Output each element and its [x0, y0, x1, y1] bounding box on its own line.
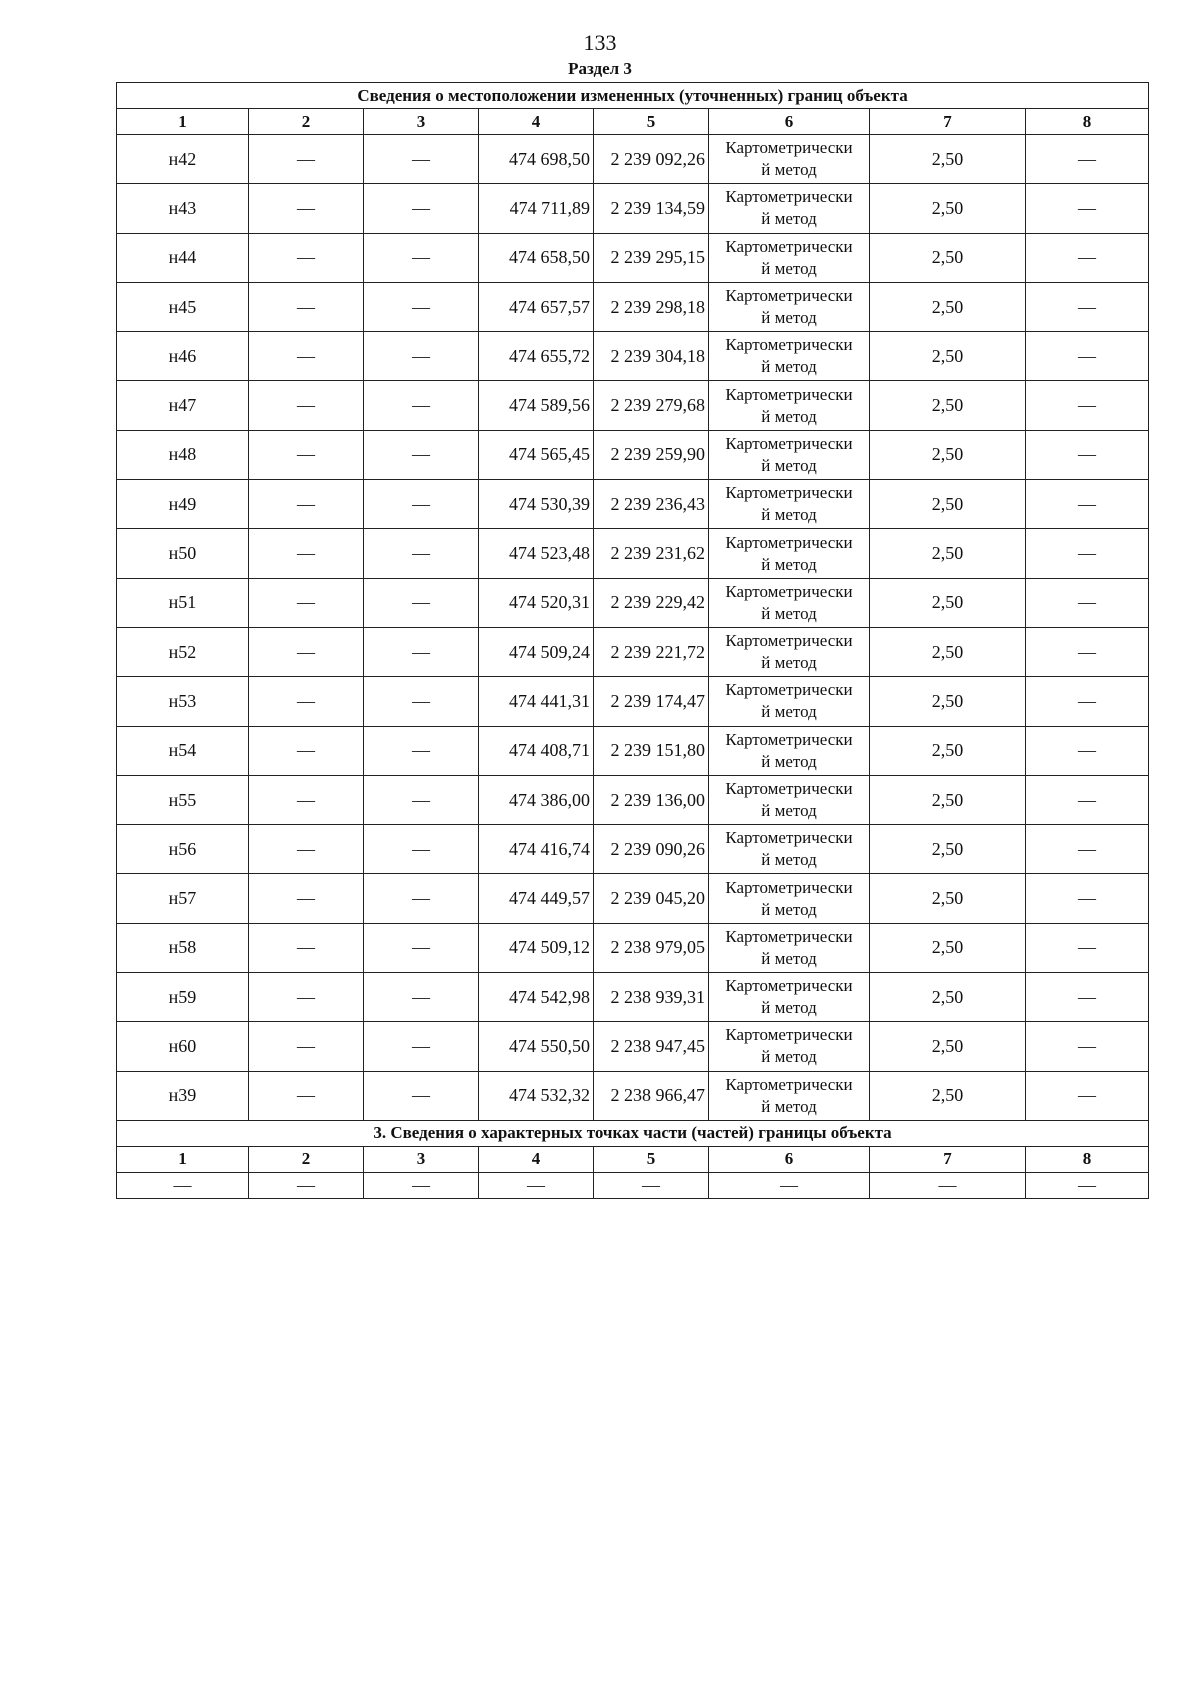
dash-cell: —	[870, 1172, 1026, 1198]
dash-cell: —	[117, 1172, 249, 1198]
dash-cell: —	[364, 726, 479, 775]
x-coordinate: 474 698,50	[479, 135, 594, 184]
method-line-2: й метод	[761, 948, 817, 968]
accuracy-cell: 2,50	[870, 825, 1026, 874]
table-row	[117, 1022, 1149, 1071]
x-coordinate: 474 520,31	[479, 578, 594, 627]
y-coordinate: 2 239 231,62	[594, 529, 709, 578]
x-coordinate: 474 509,12	[479, 923, 594, 972]
y-coordinate: 2 238 939,31	[594, 973, 709, 1022]
method-line-2: й метод	[761, 702, 817, 722]
accuracy-cell: 2,50	[870, 480, 1026, 529]
table-row	[117, 825, 1149, 874]
column-header: 1	[117, 1146, 249, 1172]
accuracy-cell: 2,50	[870, 775, 1026, 824]
dash-cell: —	[249, 973, 364, 1022]
point-name: н51	[117, 578, 249, 627]
table-row	[117, 874, 1149, 923]
dash-cell: —	[249, 923, 364, 972]
dash-cell: —	[364, 775, 479, 824]
method-line-1: Картометрически	[725, 1074, 853, 1094]
column-header: 3	[364, 109, 479, 135]
table-row	[117, 184, 1149, 233]
column-header: 2	[249, 109, 364, 135]
table-row	[117, 973, 1149, 1022]
table-row	[117, 677, 1149, 726]
method-cell	[709, 430, 870, 479]
dash-cell: —	[479, 1172, 594, 1198]
dash-cell: —	[364, 874, 479, 923]
boundary-table	[116, 82, 1149, 1199]
dash-cell: —	[364, 282, 479, 331]
dash-cell: —	[1026, 825, 1149, 874]
x-coordinate: 474 441,31	[479, 677, 594, 726]
dash-cell: —	[364, 381, 479, 430]
x-coordinate: 474 449,57	[479, 874, 594, 923]
dash-cell: —	[1026, 480, 1149, 529]
method-line-2: й метод	[761, 258, 817, 278]
table2-title-row	[117, 1120, 1149, 1146]
dash-cell: —	[364, 430, 479, 479]
accuracy-cell: 2,50	[870, 184, 1026, 233]
dash-cell: —	[249, 184, 364, 233]
accuracy-cell: 2,50	[870, 381, 1026, 430]
column-header: 4	[479, 109, 594, 135]
dash-cell: —	[249, 529, 364, 578]
point-name: н47	[117, 381, 249, 430]
y-coordinate: 2 239 090,26	[594, 825, 709, 874]
dash-cell: —	[1026, 1071, 1149, 1120]
method-line-1: Картометрически	[725, 532, 853, 552]
table1-title: Сведения о местоположении измененных (уточненных) границ объекта	[117, 83, 1149, 109]
table-row	[117, 1071, 1149, 1120]
accuracy-cell: 2,50	[870, 233, 1026, 282]
method-line-1: Картометрически	[725, 779, 853, 798]
dash-cell: —	[249, 825, 364, 874]
method-line-2: й метод	[761, 357, 817, 377]
method-cell	[709, 480, 870, 529]
y-coordinate: 2 239 259,90	[594, 430, 709, 479]
point-name: н39	[117, 1071, 249, 1120]
dash-cell: —	[249, 1071, 364, 1120]
method-line-1: Картометрически	[725, 138, 853, 158]
method-line-2: й метод	[761, 653, 817, 673]
accuracy-cell: 2,50	[870, 135, 1026, 184]
dash-cell: —	[249, 1022, 364, 1071]
table-row	[117, 233, 1149, 282]
dash-cell: —	[1026, 529, 1149, 578]
accuracy-cell: 2,50	[870, 874, 1026, 923]
method-line-2: й метод	[761, 850, 817, 870]
table-row	[117, 381, 1149, 430]
y-coordinate: 2 238 979,05	[594, 923, 709, 972]
x-coordinate: 474 530,39	[479, 480, 594, 529]
dash-cell: —	[1026, 282, 1149, 331]
dash-cell: —	[1026, 135, 1149, 184]
column-header: 5	[594, 1146, 709, 1172]
y-coordinate: 2 238 947,45	[594, 1022, 709, 1071]
dash-cell: —	[364, 973, 479, 1022]
method-line-2: й метод	[761, 899, 817, 919]
x-coordinate: 474 386,00	[479, 775, 594, 824]
table2-header-row	[117, 1146, 1149, 1172]
table-row	[117, 480, 1149, 529]
dash-cell: —	[1026, 430, 1149, 479]
method-cell	[709, 874, 870, 923]
dash-cell: —	[594, 1172, 709, 1198]
method-line-2: й метод	[761, 801, 817, 820]
method-line-2: й метод	[761, 160, 817, 180]
table-row	[117, 578, 1149, 627]
method-line-1: Картометрически	[725, 1025, 853, 1045]
method-cell	[709, 627, 870, 676]
table1-title-row	[117, 83, 1149, 109]
accuracy-cell: 2,50	[870, 726, 1026, 775]
dash-cell: —	[249, 282, 364, 331]
method-cell	[709, 923, 870, 972]
point-name: н59	[117, 973, 249, 1022]
dash-cell: —	[249, 233, 364, 282]
x-coordinate: 474 550,50	[479, 1022, 594, 1071]
method-line-2: й метод	[761, 455, 817, 475]
y-coordinate: 2 238 966,47	[594, 1071, 709, 1120]
method-cell	[709, 973, 870, 1022]
table2-title: 3. Сведения о характерных точках части (частей) границы объекта	[117, 1120, 1149, 1146]
dash-cell: —	[1026, 1022, 1149, 1071]
table-row	[117, 775, 1149, 824]
x-coordinate: 474 658,50	[479, 233, 594, 282]
accuracy-cell: 2,50	[870, 923, 1026, 972]
column-header: 6	[709, 109, 870, 135]
method-cell	[709, 1022, 870, 1071]
method-cell	[709, 282, 870, 331]
point-name: н43	[117, 184, 249, 233]
method-cell	[709, 726, 870, 775]
dash-cell: —	[249, 135, 364, 184]
y-coordinate: 2 239 134,59	[594, 184, 709, 233]
dash-cell: —	[1026, 381, 1149, 430]
page-number: 133	[583, 30, 617, 55]
x-coordinate: 474 657,57	[479, 282, 594, 331]
dash-cell: —	[1026, 775, 1149, 824]
point-name: н53	[117, 677, 249, 726]
dash-cell: —	[364, 1071, 479, 1120]
x-coordinate: 474 655,72	[479, 332, 594, 381]
dash-cell: —	[364, 825, 479, 874]
method-line-1: Картометрически	[725, 581, 853, 601]
dash-cell: —	[1026, 1172, 1149, 1198]
method-cell	[709, 1071, 870, 1120]
point-name: н45	[117, 282, 249, 331]
method-cell	[709, 381, 870, 430]
accuracy-cell: 2,50	[870, 627, 1026, 676]
dash-cell: —	[364, 332, 479, 381]
dash-cell: —	[249, 677, 364, 726]
dash-cell: —	[709, 1172, 870, 1198]
point-name: н52	[117, 627, 249, 676]
dash-cell: —	[364, 233, 479, 282]
table-row	[117, 627, 1149, 676]
method-cell	[709, 677, 870, 726]
dash-cell: —	[364, 627, 479, 676]
y-coordinate: 2 239 045,20	[594, 874, 709, 923]
column-header: 3	[364, 1146, 479, 1172]
point-name: н50	[117, 529, 249, 578]
method-cell	[709, 135, 870, 184]
table-row	[117, 135, 1149, 184]
dash-cell: —	[1026, 677, 1149, 726]
method-line-2: й метод	[761, 1096, 817, 1116]
y-coordinate: 2 239 174,47	[594, 677, 709, 726]
method-line-2: й метод	[761, 406, 817, 426]
dash-cell: —	[364, 578, 479, 627]
method-line-1: Картометрически	[725, 433, 853, 453]
dash-cell: —	[249, 1172, 364, 1198]
column-header: 2	[249, 1146, 364, 1172]
x-coordinate: 474 408,71	[479, 726, 594, 775]
point-name: н46	[117, 332, 249, 381]
point-name: н48	[117, 430, 249, 479]
y-coordinate: 2 239 151,80	[594, 726, 709, 775]
x-coordinate: 474 565,45	[479, 430, 594, 479]
accuracy-cell: 2,50	[870, 677, 1026, 726]
column-header: 7	[870, 109, 1026, 135]
accuracy-cell: 2,50	[870, 282, 1026, 331]
method-line-1: Картометрически	[725, 631, 853, 651]
method-line-1: Картометрически	[725, 877, 853, 897]
method-line-1: Картометрически	[725, 680, 853, 700]
dash-cell: —	[249, 480, 364, 529]
method-line-2: й метод	[761, 751, 817, 771]
method-line-1: Картометрически	[725, 976, 853, 996]
point-name: н58	[117, 923, 249, 972]
table-body	[117, 83, 1149, 1199]
method-line-2: й метод	[761, 209, 817, 229]
accuracy-cell: 2,50	[870, 332, 1026, 381]
dash-cell: —	[1026, 874, 1149, 923]
x-coordinate: 474 589,56	[479, 381, 594, 430]
column-header: 1	[117, 109, 249, 135]
dash-cell: —	[364, 184, 479, 233]
method-cell	[709, 233, 870, 282]
x-coordinate: 474 542,98	[479, 973, 594, 1022]
dash-cell: —	[1026, 923, 1149, 972]
y-coordinate: 2 239 092,26	[594, 135, 709, 184]
point-name: н44	[117, 233, 249, 282]
point-name: н60	[117, 1022, 249, 1071]
x-coordinate: 474 532,32	[479, 1071, 594, 1120]
x-coordinate: 474 509,24	[479, 627, 594, 676]
accuracy-cell: 2,50	[870, 430, 1026, 479]
accuracy-cell: 2,50	[870, 529, 1026, 578]
method-cell	[709, 529, 870, 578]
dash-cell: —	[1026, 973, 1149, 1022]
dash-cell: —	[364, 480, 479, 529]
point-name: н49	[117, 480, 249, 529]
method-cell	[709, 825, 870, 874]
accuracy-cell: 2,50	[870, 1071, 1026, 1120]
method-cell	[709, 578, 870, 627]
method-line-2: й метод	[761, 554, 817, 574]
method-cell	[709, 332, 870, 381]
y-coordinate: 2 239 304,18	[594, 332, 709, 381]
dash-cell: —	[1026, 332, 1149, 381]
table-row	[117, 282, 1149, 331]
point-name: н57	[117, 874, 249, 923]
y-coordinate: 2 239 298,18	[594, 282, 709, 331]
accuracy-cell: 2,50	[870, 1022, 1026, 1071]
method-line-1: Картометрически	[725, 483, 853, 503]
dash-cell: —	[249, 381, 364, 430]
y-coordinate: 2 239 136,00	[594, 775, 709, 824]
y-coordinate: 2 239 295,15	[594, 233, 709, 282]
dash-cell: —	[249, 332, 364, 381]
point-name: н54	[117, 726, 249, 775]
method-line-1: Картометрически	[725, 828, 853, 848]
table-row	[117, 726, 1149, 775]
method-line-1: Картометрически	[725, 384, 853, 404]
table-row	[117, 430, 1149, 479]
y-coordinate: 2 239 236,43	[594, 480, 709, 529]
x-coordinate: 474 523,48	[479, 529, 594, 578]
column-header: 8	[1026, 1146, 1149, 1172]
x-coordinate: 474 711,89	[479, 184, 594, 233]
method-cell	[709, 775, 870, 824]
dash-cell: —	[1026, 578, 1149, 627]
method-line-1: Картометрически	[725, 236, 853, 256]
dash-cell: —	[249, 430, 364, 479]
y-coordinate: 2 239 279,68	[594, 381, 709, 430]
dash-cell: —	[364, 923, 479, 972]
x-coordinate: 474 416,74	[479, 825, 594, 874]
dash-cell: —	[1026, 233, 1149, 282]
dash-cell: —	[364, 1022, 479, 1071]
dash-cell: —	[1026, 627, 1149, 676]
dash-cell: —	[249, 726, 364, 775]
method-line-1: Картометрически	[725, 286, 853, 306]
column-header: 4	[479, 1146, 594, 1172]
dash-cell: —	[364, 135, 479, 184]
y-coordinate: 2 239 221,72	[594, 627, 709, 676]
dash-cell: —	[249, 578, 364, 627]
dash-cell: —	[364, 1172, 479, 1198]
column-header: 7	[870, 1146, 1026, 1172]
method-cell	[709, 184, 870, 233]
dash-cell: —	[249, 627, 364, 676]
column-header: 6	[709, 1146, 870, 1172]
table-row	[117, 923, 1149, 972]
table2-empty-row	[117, 1172, 1149, 1198]
method-line-2: й метод	[761, 1047, 817, 1067]
method-line-2: й метод	[761, 603, 817, 623]
dash-cell: —	[1026, 726, 1149, 775]
point-name: н42	[117, 135, 249, 184]
point-name: н56	[117, 825, 249, 874]
table1-header-row	[117, 109, 1149, 135]
section-title: Раздел 3	[568, 59, 632, 78]
method-line-1: Картометрически	[725, 926, 853, 946]
dash-cell: —	[1026, 184, 1149, 233]
table-row	[117, 332, 1149, 381]
method-line-1: Картометрически	[725, 729, 853, 749]
point-name: н55	[117, 775, 249, 824]
dash-cell: —	[249, 874, 364, 923]
method-line-2: й метод	[761, 998, 817, 1018]
accuracy-cell: 2,50	[870, 578, 1026, 627]
table-row	[117, 529, 1149, 578]
accuracy-cell: 2,50	[870, 973, 1026, 1022]
y-coordinate: 2 239 229,42	[594, 578, 709, 627]
dash-cell: —	[364, 529, 479, 578]
method-line-1: Картометрически	[725, 187, 853, 207]
column-header: 5	[594, 109, 709, 135]
dash-cell: —	[249, 775, 364, 824]
method-line-2: й метод	[761, 308, 817, 328]
method-line-1: Картометрически	[725, 335, 853, 355]
column-header: 8	[1026, 109, 1149, 135]
dash-cell: —	[364, 677, 479, 726]
method-line-2: й метод	[761, 505, 817, 525]
